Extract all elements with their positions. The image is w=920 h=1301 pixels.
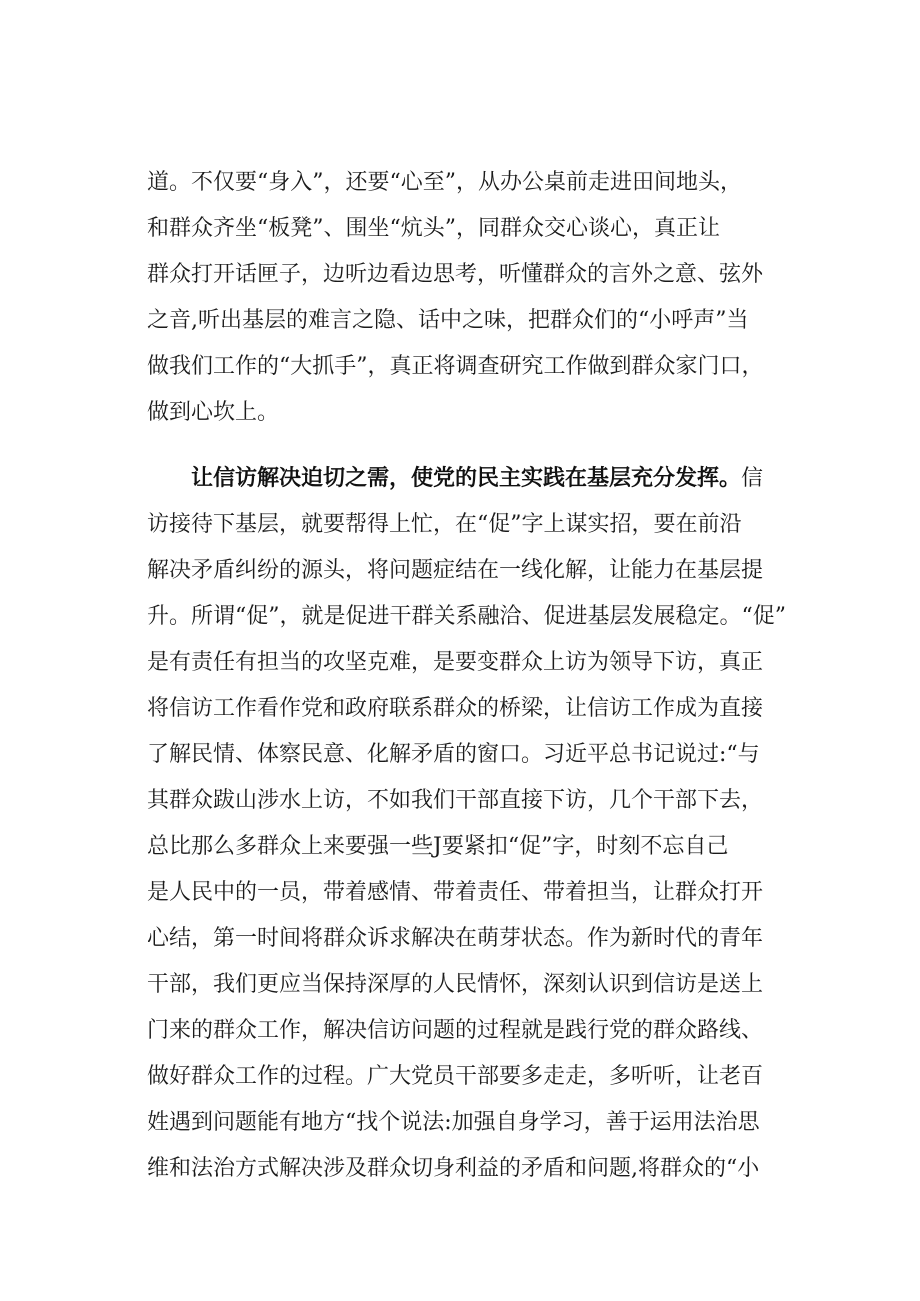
- text-line: 升。所谓“促”，就是促进干群关系融洽、促进基层发展稳定。“促”: [147, 604, 786, 629]
- text-line: 门来的群众工作，解决信访问题的过程就是践行党的群众路线、: [147, 1018, 764, 1043]
- text-line: 总比那么多群众上来要强一些J要紧扣“促”字，时刻不忘自己: [147, 834, 729, 859]
- paragraph-first-line: [147, 456, 807, 502]
- text-line: 解决矛盾纠纷的源头，将问题症结在一线化解，让能力在基层提: [147, 558, 764, 583]
- heading-continuation: 信: [741, 466, 764, 491]
- text-line: 心结，第一时间将群众诉求解决在萌芽状态。作为新时代的青年: [147, 926, 764, 951]
- text-line: 访接待下基层，就要帮得上忙，在“促”字上谋实招，要在前沿: [147, 512, 742, 537]
- text-line: 做到心坎上。: [147, 400, 280, 425]
- text-line: 道。不仅要“身入”，还要“心至”，从办公桌前走进田间地头，: [147, 170, 742, 195]
- text-line: 之音,听出基层的难言之隐、话中之味，把群众们的“小呼声”当: [147, 308, 749, 333]
- text-line: 了解民情、体察民意、化解矛盾的窗口。习近平总书记说过:“与: [147, 742, 760, 767]
- text-line: 是有责任有担当的攻坚克难，是要变群众上访为领导下访，真正: [147, 650, 764, 675]
- text-line: 群众打开话匣子，边听边看边思考，听懂群众的言外之意、弦外: [147, 262, 764, 287]
- paragraph-heading: 让信访解决迫切之需，使党的民主实践在基层充分发挥。: [191, 466, 742, 491]
- text-line: 干部，我们更应当保持深厚的人民情怀，深刻认识到信访是送上: [147, 972, 764, 997]
- paragraph-1: [147, 160, 807, 436]
- text-line: 做好群众工作的过程。广大党员干部要多走走，多听听，让老百: [147, 1064, 764, 1089]
- paragraph-gap: [147, 436, 807, 456]
- text-line: 姓遇到问题能有地方“找个说法:加强自身学习，善于运用法治思: [147, 1110, 760, 1135]
- text-line: 和群众齐坐“板凳”、围坐“炕头”，同群众交心谈心，真正让: [147, 216, 720, 241]
- text-line: 做我们工作的“大抓手”，真正将调查研究工作做到群众家门口，: [147, 354, 764, 379]
- text-line: 其群众跋山涉水上访，不如我们干部直接下访，几个干部下去，: [147, 788, 764, 813]
- paragraph-2: [147, 456, 807, 1192]
- text-line: 维和法治方式解决涉及群众切身利益的矛盾和问题,将群众的“小: [147, 1156, 760, 1181]
- text-line: 将信访工作看作党和政府联系群众的桥梁，让信访工作成为直接: [147, 696, 764, 721]
- document-body: [147, 160, 807, 1192]
- text-line: 是人民中的一员，带着感情、带着责任、带着担当，让群众打开: [147, 880, 764, 905]
